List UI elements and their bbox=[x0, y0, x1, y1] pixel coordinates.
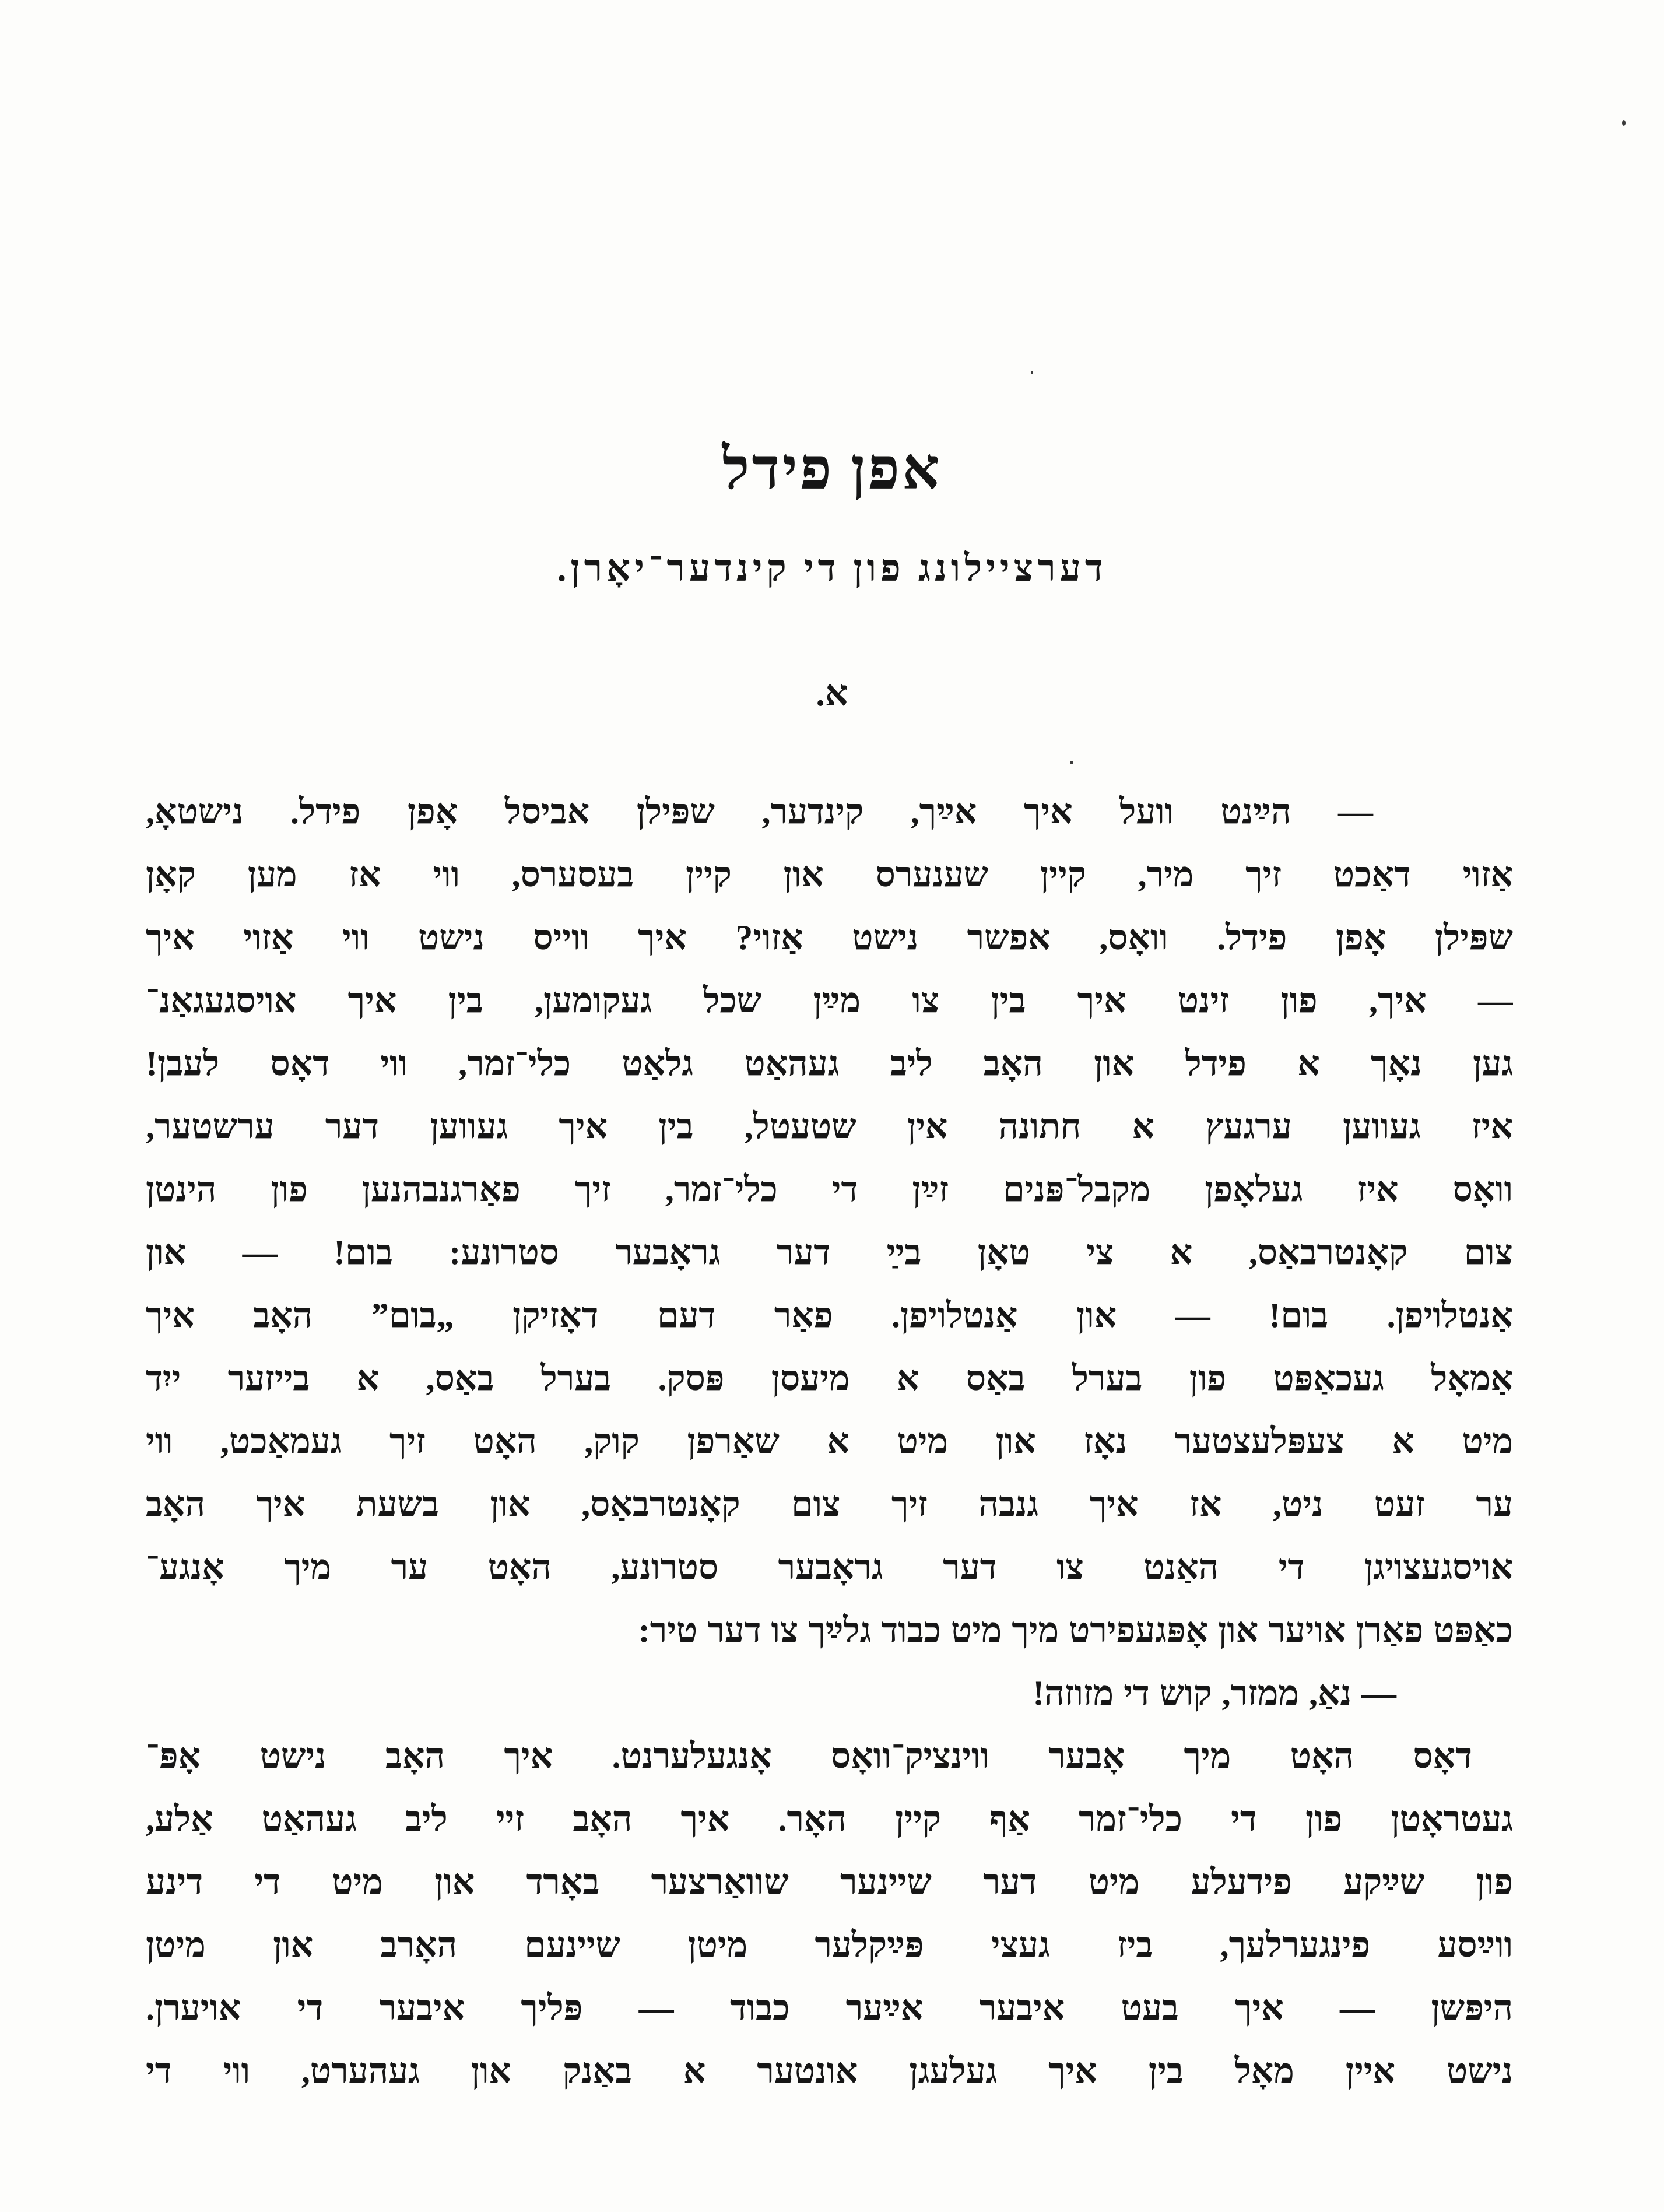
text-line: היפּשן — איך בעט איבער אײַער כבוד — פּליך איבער די אויערן. bbox=[146, 1989, 1513, 2027]
dialogue-line: — נאַ, ממזר, קוש די מזוזה! bbox=[1033, 1674, 1396, 1712]
text-line: איז געווען ערגעץ א חתונה אין שטעטל, בין איך געווען דער ערשטער, bbox=[146, 1107, 1513, 1146]
text-line: נישט איין מאָל בין איך געלעגן אונטער א באַנק און געהערט, ווי די bbox=[146, 2052, 1513, 2090]
text-line: מיט א צעפּלעצטער נאָז און מיט א שאַרפן קוק, האָט זיך געמאַכט, ווי bbox=[146, 1422, 1513, 1460]
text-line: פון שײַקע פידעלע מיט דער שיינער שוואַרצער באָרד און מיט די דינע bbox=[146, 1863, 1513, 1901]
text-line: אַמאָל געכאַפּט פון בערל באַס א מיעסן פּסק. בערל באַס, א בייזער ייִד bbox=[146, 1359, 1513, 1398]
scan-speck bbox=[1622, 120, 1626, 126]
body-text bbox=[146, 780, 1513, 2102]
scan-speck bbox=[1070, 761, 1073, 764]
scan-speck bbox=[1031, 371, 1033, 374]
text-line: — איך, פון זינט איך בין צו מײַן שכל געקומען, בין איך אויסגעגאַנ־ bbox=[146, 981, 1513, 1020]
text-line: גען נאָך א פידל און האָב ליב געהאַט גלאַט כלי־זמר, ווי דאָס לעבן! bbox=[146, 1044, 1513, 1083]
text-line: ער זעט ניט, אז איך גנבה זיך צום קאָנטרבאַס, און בשעת איך האָב bbox=[146, 1485, 1513, 1523]
text-line: כאַפּט פאַרן אויער און אָפּגעפירט מיך מיט כבוד גלײַך צו דער טיר: bbox=[638, 1611, 1513, 1649]
text-line: אויסגעצויגן די האַנט צו דער גראָבער סטרונע, האָט ער מיך אָנגע־ bbox=[146, 1548, 1513, 1586]
text-line: דאָס האָט מיך אָבער ווינציק־וואָס אָנגעלערנט. איך האָב נישט אָפּ־ bbox=[146, 1737, 1472, 1775]
text-line: געטראָטן פון די כלי־זמר אַף קיין האָר. איך האָב זיי ליב געהאַט אַלע, bbox=[146, 1800, 1513, 1838]
text-line: שפּילן אָפן פידל. וואָס, אפשר נישט אַזוי? איך ווייס נישט ווי אַזוי איך bbox=[146, 918, 1513, 957]
text-line: אַנטלויפן. בום! — און אַנטלויפן. פאַר דעם דאָזיקן „בום” האָב איך bbox=[146, 1296, 1513, 1335]
chapter-subtitle: דערציילונג פון די קינדער־יאָרן. bbox=[557, 547, 1107, 589]
text-line: — הײַנט וועל איך אײַך, קינדער, שפּילן אביסל אָפן פידל. נישטאָ, bbox=[146, 792, 1373, 831]
text-line: צום קאָנטרבאַס, א צי טאָן בײַ דער גראָבער סטרונע: בום! — און bbox=[146, 1233, 1513, 1272]
chapter-title: אפן פידל bbox=[722, 437, 942, 501]
section-number: א. bbox=[816, 674, 848, 714]
text-line: וואָס איז געלאָפן מקבל־פּנים זײַן די כלי־זמר, זיך פאַרגנבהנען פון הינטן bbox=[146, 1170, 1513, 1209]
text-line: ווײַסע פינגערלעך, ביז געצי פּײַקלער מיטן שיינעם האָרב און מיטן bbox=[146, 1926, 1513, 1964]
text-line: אַזוי דאַכט זיך מיר, קיין שענערס און קיין בעסערס, ווי אז מען קאָן bbox=[146, 855, 1513, 894]
